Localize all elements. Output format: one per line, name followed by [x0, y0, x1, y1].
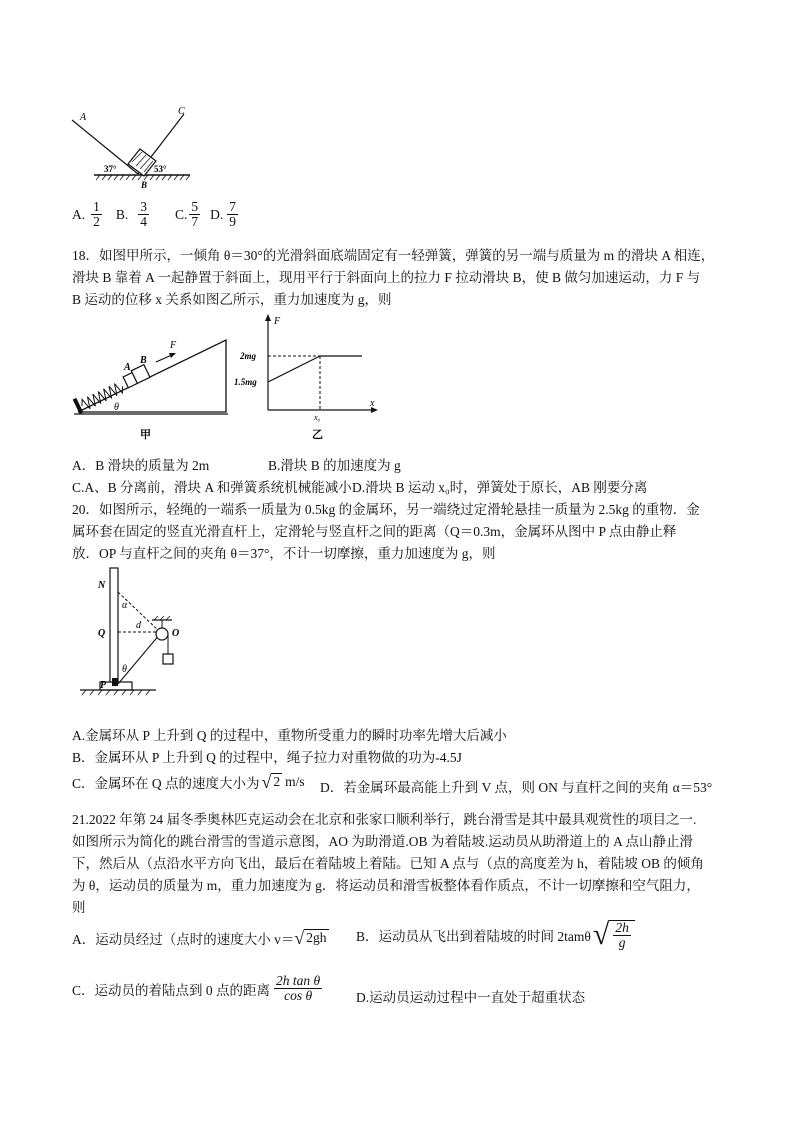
q17-b-den: 4 — [140, 214, 148, 230]
q21-stem-line5: 则 — [72, 900, 86, 915]
q18-stem-line3: B 运动的位移 x 关系如图乙所示，重力加速度为 g，则 — [72, 292, 392, 307]
pulley — [156, 628, 168, 640]
q21-c-num: 2h tan θ — [276, 973, 321, 988]
q17-a-den: 2 — [93, 214, 100, 230]
q20-option-a: A.金属环从 P 上升到 Q 的过程中，重物所受重力的瞬时功率先增大后减小 — [72, 728, 507, 743]
q20-option-c-sqrt: √ 2 — [261, 772, 281, 792]
q18-stem-line2: 滑块 B 靠着 A 一起静置于斜面上，现用平行于斜面向上的拉力 F 拉动滑块 B，使 B 做匀加速运动，力 F 与 — [72, 270, 701, 285]
q17-d-den: 9 — [229, 214, 237, 230]
q21-option-c-fraction — [274, 974, 322, 1003]
q17-option-c-fraction — [189, 200, 200, 229]
label-a: A — [124, 362, 131, 373]
caption-jia: 甲 — [140, 429, 151, 441]
force-arrowhead — [169, 353, 176, 358]
label-a: A — [80, 112, 87, 123]
figure-q18-yi-force-graph — [234, 312, 384, 442]
label-b: B — [140, 355, 147, 366]
q20-option-b: B．金属环从 P 上升到 Q 的过程中，绳子拉力对重物做的功为-4.5J — [72, 750, 462, 765]
q21-c-den: cos θ — [284, 988, 313, 1004]
tick-x0: x₀ — [314, 413, 321, 422]
label-p: P — [100, 680, 107, 691]
q17-a-num: 1 — [93, 199, 100, 214]
angle-53: 53° — [154, 164, 167, 174]
rope-op — [118, 634, 160, 684]
q21-option-a-radicand: 2gh — [306, 930, 327, 945]
label-q: Q — [98, 628, 106, 639]
label-theta: θ — [114, 402, 119, 413]
q17-b-num: 3 — [140, 199, 148, 214]
q17-option-b-label: B. — [115, 206, 129, 222]
q21-b-den: g — [618, 935, 626, 951]
label-alpha: α — [122, 600, 128, 611]
q21-option-c — [72, 974, 324, 1003]
q17-d-num: 7 — [229, 199, 237, 214]
q17-option-a-fraction — [91, 200, 102, 229]
q20-option-d: D．若金属环最高能上升到 V 点，则 ON 与直杆之间的夹角 α＝53° — [320, 780, 713, 795]
figure-q18-jia-incline-spring — [70, 334, 230, 442]
q21-stem-line1: 21.2022 年第 24 届冬季奥林匹克运动会在北京和张家口顺利举行，跳台滑雪是其中最具观赏性的项目之一. — [72, 812, 697, 827]
q21-option-b — [356, 920, 635, 950]
q21-option-a-sqrt: √ 2gh — [294, 928, 327, 948]
q20-option-c-unit: m/s — [285, 774, 305, 789]
q18-stem-line1: 18．如图甲所示，一倾角 θ＝30°的光滑斜面底端固定有一轻弹簧，弹簧的另一端与质量为 m 的滑块 A 相连， — [72, 248, 715, 263]
q17-option-d-fraction — [227, 200, 238, 229]
q21-option-b-sqrt-inner — [609, 920, 635, 950]
q20-option-c-text: C．金属环在 Q 点的速度大小为 — [72, 776, 260, 791]
hanging-weight — [163, 654, 173, 664]
figure-q20-pulley-ring — [80, 564, 220, 710]
q17-option-c-label: C. — [175, 206, 188, 222]
q21-b-num: 2h — [615, 920, 629, 935]
q17-option-d-label: D. — [210, 206, 224, 222]
block-hatched — [128, 149, 156, 176]
axis-label-f: F — [274, 316, 281, 327]
y-axis-arrow — [265, 314, 271, 321]
label-theta: θ — [122, 664, 127, 675]
graph-rising-segment — [268, 356, 320, 382]
label-d: d — [136, 620, 141, 631]
tick-1-5mg: 1.5mg — [234, 377, 257, 387]
q20-option-c — [72, 772, 305, 792]
q21-option-b-fraction — [613, 921, 631, 950]
q21-option-b-sqrt: √ $\frac{2h}{g}$ — [593, 920, 635, 950]
tick-2mg: 2mg — [240, 351, 257, 361]
q17-option-b-fraction — [138, 200, 149, 229]
caption-yi: 乙 — [312, 429, 323, 441]
angle-37: 37° — [104, 164, 117, 174]
label-f: F — [170, 340, 177, 351]
q21-option-c-text: C．运动员的着陆点到 0 点的距离 — [72, 982, 271, 998]
q18-option-c: C.A、B 分离前，滑块 A 和弹簧系统机械能减小 — [72, 480, 352, 495]
label-c: C — [178, 106, 185, 117]
ring-p — [112, 678, 118, 686]
q20-stem-line1: 20．如图所示，轻绳的一端系一质量为 0.5kg 的金属环，另一端绕过定滑轮悬挂一质量为 2.5kg 的重物．金 — [72, 502, 700, 517]
label-o: O — [172, 628, 180, 639]
q20-option-c-radicand: 2 — [273, 774, 281, 789]
q21-stem-line4: 为 θ，运动员的质量为 m，重力加速度为 g．将运动员和滑雪板整体看作质点，不计一切摩擦和空气阻力， — [72, 878, 700, 893]
label-n: N — [98, 580, 106, 591]
q21-stem-line3: 下，然后从（点沿水平方向飞出，最后在着陆坡上着陆。已知 A 点与（点的高度差为 h，着陆坡 OB 的倾角 — [72, 856, 704, 871]
q20-stem-line2: 属环套在固定的竖直光滑直杆上，定滑轮与竖直杆之间的距离（Q＝0.3m，金属环从图中 P 点由静止释 — [72, 524, 677, 539]
q21-stem-line2: 如图所示为简化的跳台滑雪的雪道示意图，AO 为助滑道.OB 为着陆坡.运动员从助滑道上的 A 点山静止滑 — [72, 834, 694, 849]
ground-hatch — [82, 690, 150, 695]
q17-c-num: 5 — [191, 199, 199, 214]
label-b: B — [141, 180, 148, 188]
q20-stem-line3: 放．OP 与直杆之间的夹角 θ＝37°，不计一切摩擦，重力加速度为 g，则 — [72, 546, 496, 561]
q18-option-a: A．B 滑块的质量为 2m — [72, 458, 210, 473]
q21-option-b-text: B．运动员从飞出到着陆坡的时间 2tamθ — [356, 929, 591, 945]
figure-q17-inclined-planes — [66, 104, 196, 188]
q21-option-a — [72, 928, 329, 948]
q17-c-den: 7 — [191, 214, 199, 230]
axis-label-x: x — [370, 398, 375, 409]
q18-option-d: D.滑块 B 运动 x₀时，弹簧处于原长，AB 刚要分离 — [352, 480, 648, 495]
q21-option-a-text: A．运动员经过（点时的速度大小 v＝ — [72, 932, 295, 947]
q21-option-d: D.运动员运动过程中一直处于超重状态 — [356, 990, 586, 1005]
q17-options — [72, 200, 240, 229]
q17-option-a-label: A. — [72, 206, 86, 222]
q18-option-b: B.滑块 B 的加速度为 g — [268, 458, 401, 473]
vertical-rod — [110, 568, 118, 690]
